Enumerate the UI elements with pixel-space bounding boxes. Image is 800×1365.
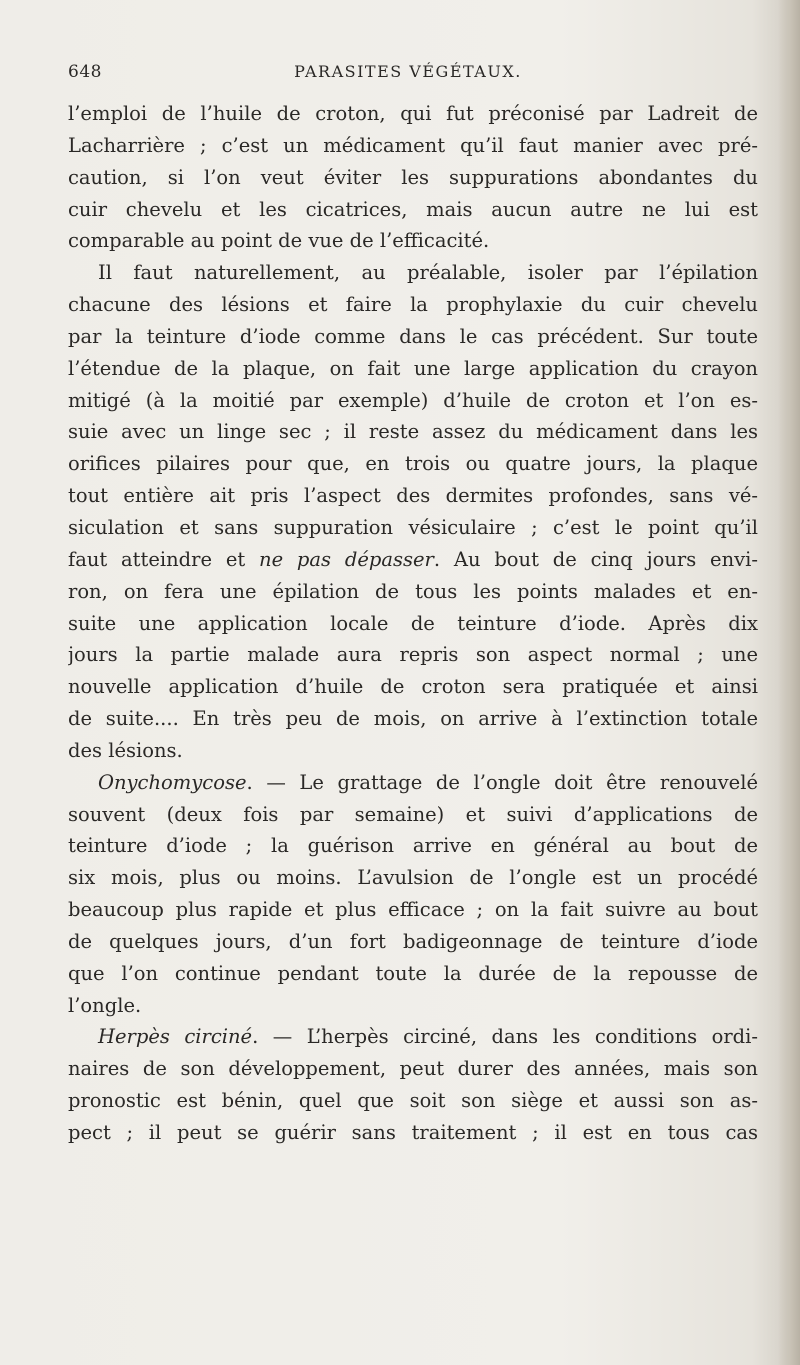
text-line bbox=[68, 225, 758, 257]
text-line bbox=[68, 671, 758, 703]
text-line bbox=[68, 735, 758, 767]
text-segment: de quelques jours, d’un fort badigeonnage de teinture d’iode bbox=[68, 929, 758, 953]
text-line bbox=[68, 958, 758, 990]
text-segment: faut atteindre et bbox=[68, 547, 260, 571]
text-segment: nouvelle application d’huile de croton sera pratiquée et ainsi bbox=[68, 675, 758, 699]
text-line bbox=[68, 703, 758, 735]
text-segment: que l’on continue pendant toute la durée de la repousse de bbox=[68, 961, 758, 985]
running-head: PARASITES VÉGÉTAUX. bbox=[294, 62, 522, 81]
text-line bbox=[68, 480, 758, 512]
body-text bbox=[68, 98, 758, 1149]
page-number: 648 bbox=[68, 62, 102, 82]
text-segment: l’ongle. bbox=[68, 993, 142, 1017]
text-segment: beaucoup plus rapide et plus efficace ; on la fait suivre au bout bbox=[68, 898, 758, 922]
text-segment: suie avec un linge sec ; il reste assez du médicament dans les bbox=[68, 420, 758, 444]
text-line bbox=[68, 130, 758, 162]
text-segment: ron, on fera une épilation de tous les points malades et en- bbox=[68, 579, 758, 603]
text-segment: six mois, plus ou moins. L’avulsion de l’ongle est un procédé bbox=[68, 866, 758, 890]
text-segment: teinture d’iode ; la guérison arrive en général au bout de bbox=[68, 834, 758, 858]
text-line bbox=[68, 194, 758, 226]
text-segment: orifices pilaires pour que, en trois ou quatre jours, la plaque bbox=[68, 452, 758, 476]
text-segment: mitigé (à la moitié par exemple) d’huile de croton et l’on es- bbox=[68, 388, 758, 412]
italic-term: ne pas dépasser bbox=[259, 547, 434, 571]
text-line bbox=[68, 98, 758, 130]
text-segment: de suite.... En très peu de mois, on arrive à l’extinction totale bbox=[68, 707, 758, 731]
text-line bbox=[68, 512, 758, 544]
text-segment: chacune des lésions et faire la prophylaxie du cuir chevelu bbox=[68, 293, 758, 317]
text-line bbox=[68, 544, 758, 576]
text-segment: . — Le grattage de l’ongle doit être renouvelé bbox=[246, 770, 758, 794]
text-segment: naires de son développement, peut durer des années, mais son bbox=[68, 1057, 758, 1081]
text-line bbox=[68, 321, 758, 353]
text-line bbox=[68, 162, 758, 194]
text-line bbox=[68, 608, 758, 640]
text-line bbox=[68, 799, 758, 831]
text-line bbox=[68, 894, 758, 926]
text-segment: Il faut naturellement, au préalable, isoler par l’épilation bbox=[98, 261, 758, 285]
text-line bbox=[68, 448, 758, 480]
text-line bbox=[68, 639, 758, 671]
italic-term: Herpès circiné bbox=[98, 1025, 253, 1049]
text-line bbox=[68, 767, 758, 799]
text-segment: . — L’herpès circiné, dans les conditions ordi- bbox=[252, 1025, 758, 1049]
text-line bbox=[68, 1053, 758, 1085]
text-line bbox=[68, 353, 758, 385]
text-segment: par la teinture d’iode comme dans le cas précédent. Sur toute bbox=[68, 324, 758, 348]
text-segment: jours la partie malade aura repris son aspect normal ; une bbox=[68, 643, 758, 667]
text-line bbox=[68, 862, 758, 894]
text-line bbox=[68, 257, 758, 289]
text-segment: souvent (deux fois par semaine) et suivi d’applications de bbox=[68, 802, 758, 826]
text-line bbox=[68, 576, 758, 608]
text-line bbox=[68, 990, 758, 1022]
italic-term: Onychomycose bbox=[98, 770, 247, 794]
text-line bbox=[68, 289, 758, 321]
text-segment: tout entière ait pris l’aspect des dermites profondes, sans vé- bbox=[68, 484, 758, 508]
text-line bbox=[68, 416, 758, 448]
text-segment: comparable au point de vue de l’efficacité. bbox=[68, 229, 490, 253]
text-segment: caution, si l’on veut éviter les suppurations abondantes du bbox=[68, 165, 758, 189]
text-segment: cuir chevelu et les cicatrices, mais aucun autre ne lui est bbox=[68, 197, 758, 221]
text-segment: pect ; il peut se guérir sans traitement ; il est en tous cas bbox=[68, 1121, 758, 1144]
page-header bbox=[68, 62, 748, 86]
text-line bbox=[68, 1117, 758, 1149]
text-segment: Lacharrière ; c’est un médicament qu’il faut manier avec pré- bbox=[68, 133, 758, 157]
text-segment: l’étendue de la plaque, on fait une large application du crayon bbox=[68, 356, 758, 380]
text-line bbox=[68, 830, 758, 862]
text-line bbox=[68, 1021, 758, 1053]
text-line bbox=[68, 926, 758, 958]
text-segment: siculation et sans suppuration vésiculaire ; c’est le point qu’il bbox=[68, 515, 758, 539]
text-line bbox=[68, 385, 758, 417]
text-segment: . Au bout de cinq jours envi- bbox=[433, 547, 758, 571]
text-segment: l’emploi de l’huile de croton, qui fut préconisé par Ladreit de bbox=[68, 102, 758, 125]
text-line bbox=[68, 1085, 758, 1117]
text-segment: des lésions. bbox=[68, 738, 183, 762]
page-edge-shadow bbox=[778, 0, 800, 1365]
text-segment: pronostic est bénin, quel que soit son siège et aussi son as- bbox=[68, 1089, 758, 1113]
text-segment: suite une application locale de teinture d’iode. Après dix bbox=[68, 611, 758, 635]
